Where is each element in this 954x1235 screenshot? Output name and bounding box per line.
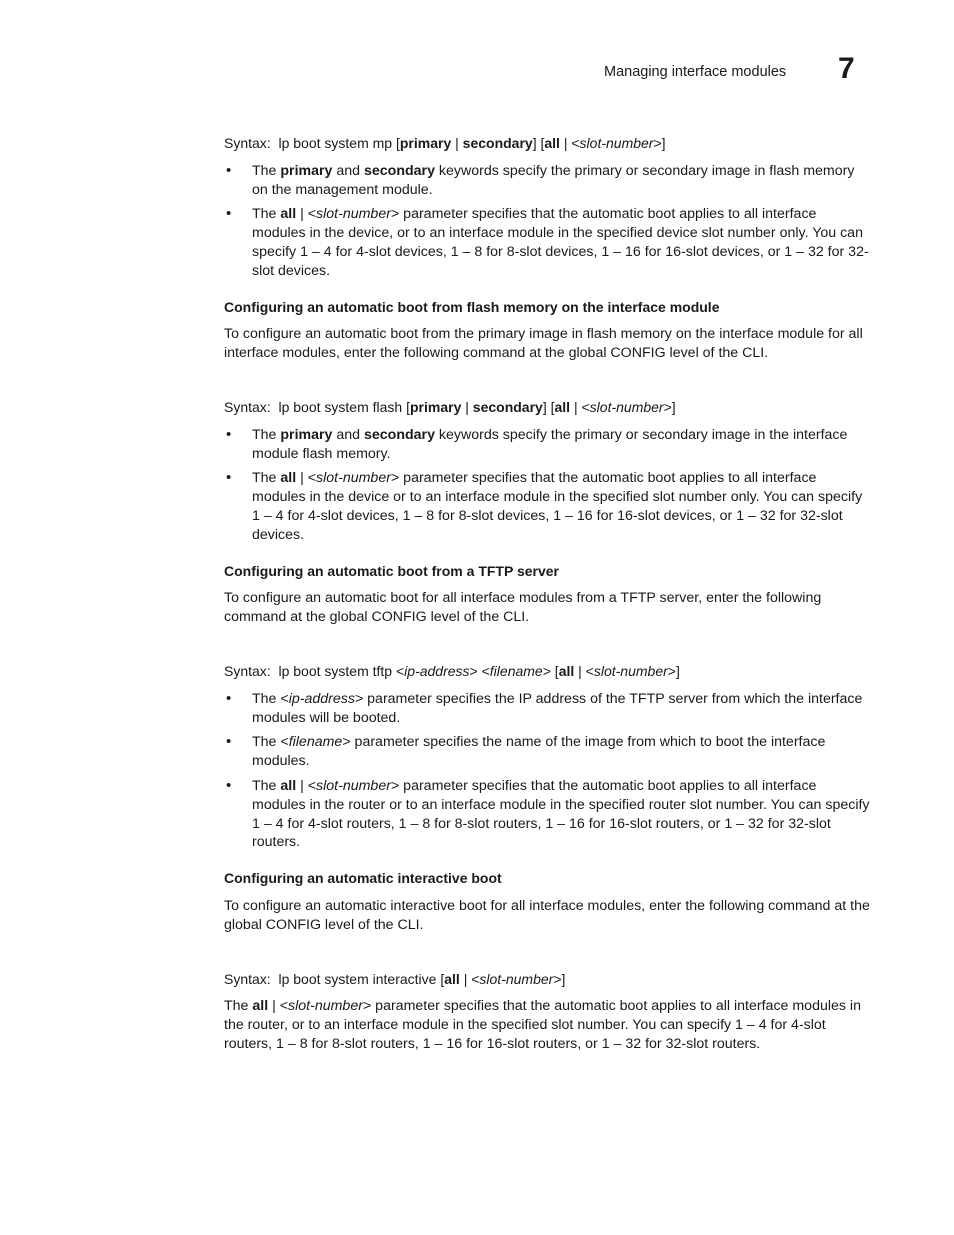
- syntax-text: |: [461, 398, 473, 415]
- bullet-item: • The all | <slot-number> parameter specifies that the automatic boot applies to all interface modules in the router or to an interface module in the specified router slot number. You can specify 1 – 4 for 4-slot routers, 1 – 8 for 8-slot routers, 1 – 16 for 16-slot routers, or 1 – 32 for 32-slot routers.: [224, 777, 870, 852]
- syntax-text: | <: [559, 135, 580, 151]
- syntax-mp: [224, 134, 870, 153]
- keyword-secondary: secondary: [472, 398, 543, 415]
- syntax-text: |: [451, 135, 463, 151]
- parameter-paragraph: The all | <slot-number> parameter specifies that the automatic boot applies to all interface modules in the router, or to an interface module in the specified slot number. You can specify 1 – 4 for 4-slot routers, 1 – 8 for 8-slot routers, 1 – 16 for 16-slot routers, or 1 – 32 for 32-slot routers.: [224, 998, 861, 1052]
- bullet-list: [224, 162, 870, 281]
- keyword-primary: primary: [410, 398, 462, 415]
- variable-slot-number: slot-number: [593, 662, 668, 679]
- bullet-item: • The all | <slot-number> parameter specifies that the automatic boot applies to all interface modules in the device, or to an interface module in the specified device slot number only. You can specify 1 – 4 for 4-slot devices, 1 – 8 for 8-slot devices, 1 – 16 for 16-slot devices, or 1 – 32 for 32-slot devices.: [224, 205, 870, 280]
- keyword-all: all: [558, 662, 575, 679]
- syntax-text: ] [: [542, 398, 555, 415]
- variable-slot-number: slot-number: [479, 970, 554, 987]
- keyword-primary: primary: [399, 135, 452, 151]
- command-name: lp boot system interactive: [278, 970, 437, 987]
- command-name: lp boot system tftp: [278, 662, 393, 679]
- syntax-flash: [224, 398, 870, 417]
- bullet-item: • The primary and secondary keywords specify the primary or secondary image in flash memory on the management module.: [224, 162, 870, 200]
- syntax-text: [: [436, 970, 445, 987]
- keyword-secondary: secondary: [462, 135, 533, 151]
- bullet-list: [224, 426, 870, 545]
- bullet-item: • The <filename> parameter specifies the name of the image from which to boot the interface modules.: [224, 733, 870, 771]
- section-heading: Configuring an automatic boot from a TFTP server: [224, 562, 559, 579]
- section-heading: Configuring an automatic boot from flash memory on the interface module: [224, 298, 720, 315]
- variable-filename: filename: [489, 662, 543, 679]
- bullet-item: • The <ip-address> parameter specifies the IP address of the TFTP server from which the interface modules will be booted.: [224, 690, 870, 728]
- syntax-text: [: [402, 398, 410, 415]
- running-header-title: Managing interface modules: [604, 64, 787, 80]
- syntax-text: > <: [469, 662, 490, 679]
- syntax-text: | <: [570, 398, 590, 415]
- syntax-text: >]: [663, 398, 676, 415]
- syntax-text: [: [392, 135, 400, 151]
- chapter-number: 7: [838, 52, 855, 85]
- syntax-interactive: [224, 970, 870, 989]
- syntax-text: <: [392, 662, 405, 679]
- syntax-text: | <: [459, 970, 480, 987]
- syntax-label: Syntax:: [224, 398, 271, 415]
- bullet-list: [224, 690, 870, 852]
- bullet-item: • The primary and secondary keywords specify the primary or secondary image in the interface module flash memory.: [224, 426, 870, 464]
- command-name: lp boot system mp: [278, 135, 393, 151]
- variable-slot-number: slot-number: [579, 135, 654, 151]
- syntax-text: | <: [574, 662, 594, 679]
- keyword-all: all: [554, 398, 571, 415]
- keyword-all: all: [544, 135, 560, 151]
- syntax-tftp: [224, 662, 870, 681]
- intro-paragraph: To configure an automatic interactive boot for all interface modules, enter the following command at the global CONFIG level of the CLI.: [224, 897, 870, 933]
- keyword-all: all: [444, 970, 460, 987]
- intro-paragraph: To configure an automatic boot from the primary image in flash memory on the interface module for all interface modules, enter the following command at the global CONFIG level of the CLI.: [224, 326, 863, 362]
- syntax-text: >]: [553, 970, 566, 987]
- syntax-text: >]: [667, 662, 680, 679]
- command-name: lp boot system flash: [278, 398, 403, 415]
- syntax-label: Syntax:: [224, 135, 271, 151]
- bullet-item: • The all | <slot-number> parameter specifies that the automatic boot applies to all interface modules in the device or to an interface module in the specified slot number only. You can specify 1 – 4 for 4-slot devices, 1 – 8 for 8-slot devices, 1 – 16 for 16-slot devices, or 1 – 32 for 32-slot devices.: [224, 469, 870, 544]
- page-content: [224, 134, 870, 1054]
- syntax-label: Syntax:: [224, 970, 271, 987]
- syntax-text: ] [: [532, 135, 545, 151]
- syntax-text: > [: [542, 662, 559, 679]
- intro-paragraph: To configure an automatic boot for all interface modules from a TFTP server, enter the following command at the global CONFIG level of the CLI.: [224, 590, 822, 626]
- variable-ip-address: ip-address: [404, 662, 470, 679]
- section-heading: Configuring an automatic interactive boot: [224, 870, 502, 887]
- syntax-text: >]: [653, 135, 666, 151]
- syntax-label: Syntax:: [224, 662, 271, 679]
- variable-slot-number: slot-number: [589, 398, 664, 415]
